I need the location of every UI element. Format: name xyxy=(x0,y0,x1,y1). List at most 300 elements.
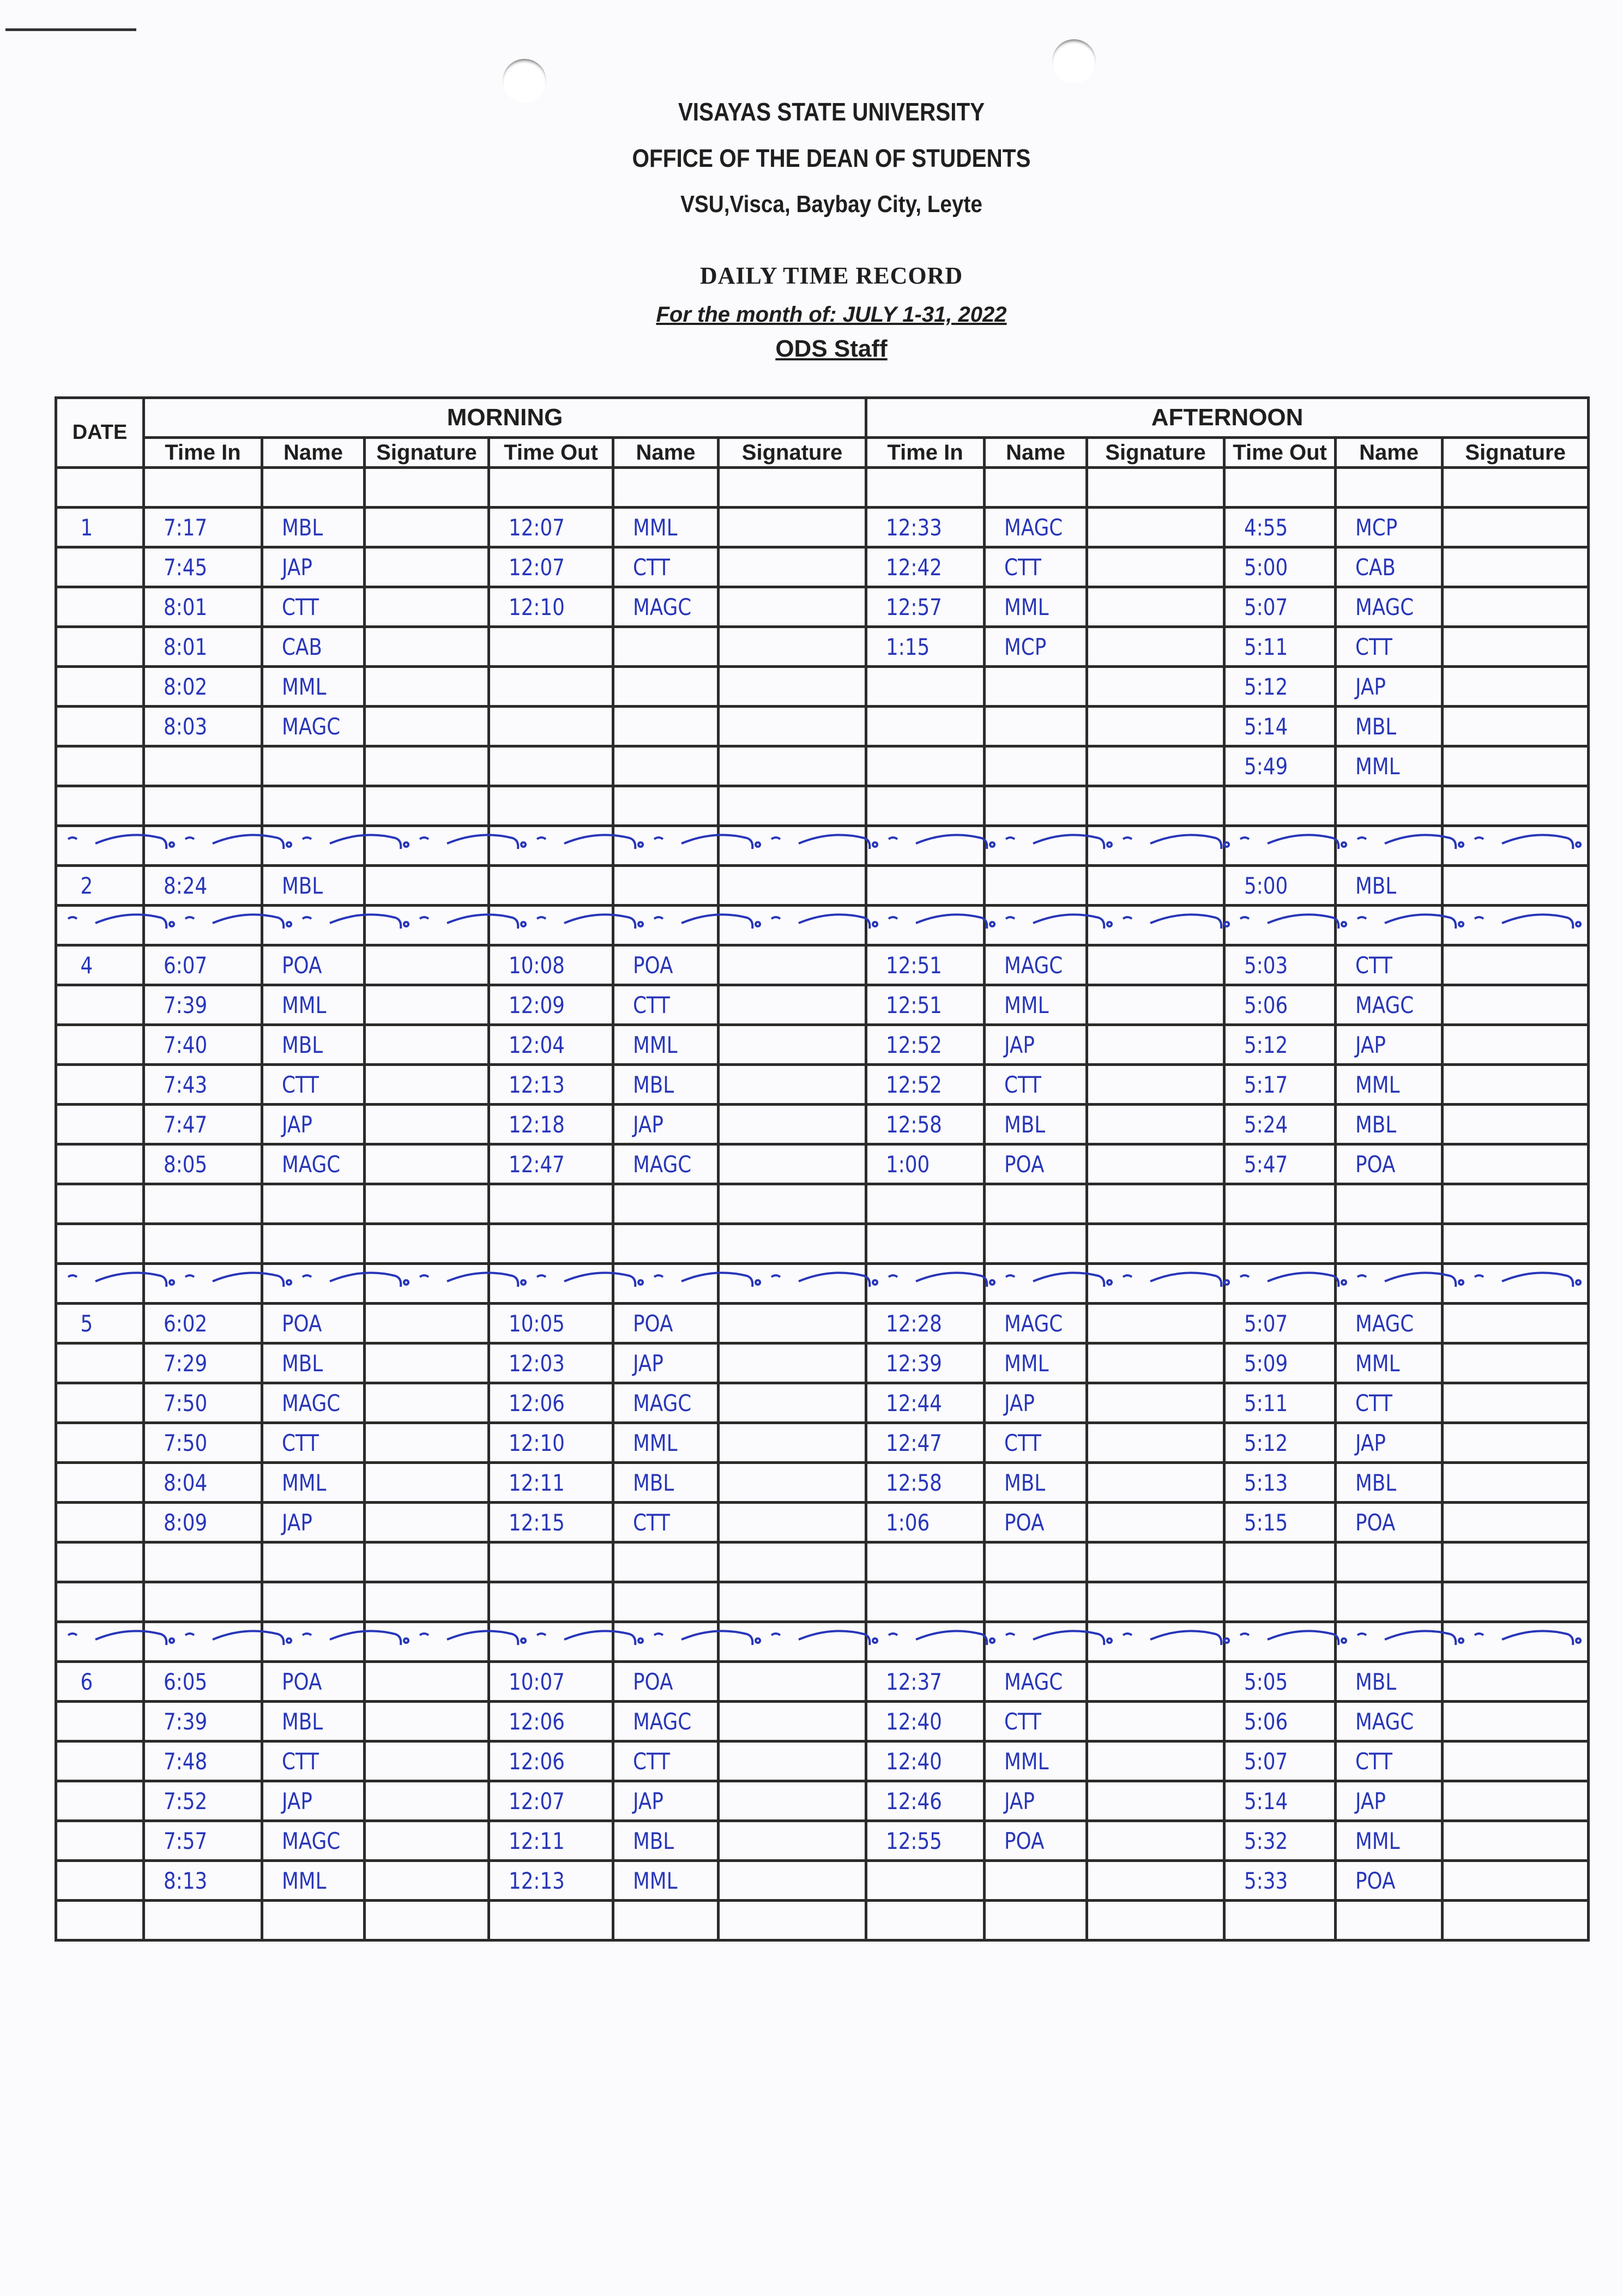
morning-in-name-cell xyxy=(262,1741,365,1781)
afternoon-time-in-cell xyxy=(866,1224,985,1264)
morning-time-out-cell xyxy=(489,587,613,627)
afternoon-time-out-cell xyxy=(1224,587,1336,627)
afternoon-out-name-cell xyxy=(1336,1702,1443,1741)
afternoon-in-name: JAP xyxy=(1004,1787,1035,1815)
morning-time-in: 8:01 xyxy=(164,633,208,660)
afternoon-out-signature-cell xyxy=(1443,1861,1589,1901)
table-row xyxy=(56,945,1589,985)
afternoon-time-in: 12:46 xyxy=(886,1787,942,1815)
afternoon-out-name: CAB xyxy=(1355,553,1396,581)
table-row xyxy=(56,508,1589,547)
afternoon-time-out-cell xyxy=(1224,1144,1336,1184)
afternoon-in-name-cell xyxy=(985,1662,1087,1702)
afternoon-out-name: CTT xyxy=(1355,1747,1392,1775)
afternoon-out-name: MBL xyxy=(1355,1469,1397,1496)
afternoon-time-out-cell xyxy=(1224,1463,1336,1503)
afternoon-in-signature-cell xyxy=(1087,707,1224,746)
afternoon-time-in-cell xyxy=(866,746,985,786)
morning-in-signature-cell xyxy=(365,547,489,587)
morning-time-in: 6:02 xyxy=(164,1310,208,1337)
afternoon-out-signature-cell xyxy=(1443,1463,1589,1503)
morning-time-in-cell xyxy=(144,866,262,906)
morning-out-signature-cell xyxy=(719,1343,866,1383)
morning-out-name-cell xyxy=(613,508,719,547)
morning-time-in-cell xyxy=(144,1781,262,1821)
morning-time-in: 8:09 xyxy=(164,1509,208,1536)
morning-in-signature-cell xyxy=(365,786,489,826)
afternoon-time-out: 5:07 xyxy=(1244,593,1288,620)
date-cell xyxy=(56,1144,144,1184)
morning-time-out-cell xyxy=(489,866,613,906)
morning-out-name-cell xyxy=(613,1224,719,1264)
morning-in-signature-cell xyxy=(365,1542,489,1582)
afternoon-out-name: POA xyxy=(1355,1509,1396,1536)
afternoon-out-name-cell xyxy=(1336,1781,1443,1821)
column-header: Signature xyxy=(719,438,866,468)
afternoon-out-signature-cell xyxy=(1443,786,1589,826)
afternoon-out-signature-cell xyxy=(1443,1662,1589,1702)
column-header: Time In xyxy=(144,438,262,468)
morning-out-name-cell xyxy=(613,1105,719,1144)
afternoon-in-name-cell xyxy=(985,468,1087,508)
afternoon-time-in: 12:40 xyxy=(886,1708,942,1735)
morning-out-name-cell xyxy=(613,1184,719,1224)
afternoon-time-out-cell xyxy=(1224,1741,1336,1781)
afternoon-time-out: 5:12 xyxy=(1244,1429,1288,1456)
afternoon-time-out-cell xyxy=(1224,1861,1336,1901)
afternoon-time-in: 12:28 xyxy=(886,1310,942,1337)
afternoon-in-name: MCP xyxy=(1004,633,1047,660)
morning-in-signature-cell xyxy=(365,1065,489,1105)
date-cell xyxy=(56,786,144,826)
morning-in-name-cell xyxy=(262,1542,365,1582)
afternoon-in-signature-cell xyxy=(1087,746,1224,786)
afternoon-time-out-cell xyxy=(1224,1184,1336,1224)
morning-out-name: POA xyxy=(633,1668,673,1695)
afternoon-in-signature-cell xyxy=(1087,1662,1224,1702)
afternoon-time-in: 12:55 xyxy=(886,1827,942,1854)
morning-out-name: MML xyxy=(633,1031,678,1058)
column-header: Time Out xyxy=(489,438,613,468)
afternoon-in-name-cell xyxy=(985,1423,1087,1463)
date-cell xyxy=(56,1702,144,1741)
morning-time-in-cell xyxy=(144,1503,262,1542)
table-row xyxy=(56,667,1589,707)
column-header: Signature xyxy=(1087,438,1224,468)
morning-in-signature-cell xyxy=(365,1662,489,1702)
afternoon-out-signature-cell xyxy=(1443,746,1589,786)
afternoon-out-signature-cell xyxy=(1443,468,1589,508)
morning-time-out-cell xyxy=(489,985,613,1025)
morning-out-name: MAGC xyxy=(633,1150,692,1178)
afternoon-out-name-cell xyxy=(1336,1224,1443,1264)
afternoon-in-name-cell xyxy=(985,707,1087,746)
morning-in-name: CTT xyxy=(282,1747,319,1775)
afternoon-in-signature-cell xyxy=(1087,1105,1224,1144)
morning-in-name-cell xyxy=(262,1821,365,1861)
afternoon-time-out-cell xyxy=(1224,1383,1336,1423)
morning-time-out: 12:10 xyxy=(509,593,565,620)
afternoon-out-name-cell xyxy=(1336,1343,1443,1383)
morning-out-signature-cell xyxy=(719,1383,866,1423)
morning-time-in-cell xyxy=(144,1463,262,1503)
afternoon-in-name-cell xyxy=(985,1702,1087,1741)
date-cell xyxy=(56,1503,144,1542)
morning-out-signature-cell xyxy=(719,1065,866,1105)
afternoon-time-in-cell xyxy=(866,985,985,1025)
afternoon-in-name-cell xyxy=(985,1065,1087,1105)
morning-in-name-cell xyxy=(262,1662,365,1702)
morning-in-signature-cell xyxy=(365,1144,489,1184)
afternoon-time-in-cell xyxy=(866,1144,985,1184)
afternoon-time-out-cell xyxy=(1224,1781,1336,1821)
afternoon-time-out: 5:05 xyxy=(1244,1668,1288,1695)
table-row xyxy=(56,547,1589,587)
morning-time-out: 10:05 xyxy=(509,1310,565,1337)
afternoon-in-name: MAGC xyxy=(1004,951,1063,979)
morning-time-in-cell xyxy=(144,1423,262,1463)
date-cell xyxy=(56,707,144,746)
morning-time-in-cell xyxy=(144,667,262,707)
morning-out-signature-cell xyxy=(719,508,866,547)
date-header: DATE xyxy=(56,398,144,468)
morning-out-name-cell xyxy=(613,985,719,1025)
morning-in-signature-cell xyxy=(365,587,489,627)
afternoon-out-signature-cell xyxy=(1443,627,1589,667)
morning-time-out: 12:18 xyxy=(509,1111,565,1138)
afternoon-time-out-cell xyxy=(1224,786,1336,826)
morning-out-name-cell xyxy=(613,468,719,508)
morning-time-in-cell xyxy=(144,1184,262,1224)
table-row xyxy=(56,1542,1589,1582)
afternoon-time-in: 12:39 xyxy=(886,1349,942,1377)
morning-out-signature-cell xyxy=(719,866,866,906)
morning-in-name-cell xyxy=(262,707,365,746)
afternoon-time-out-cell xyxy=(1224,746,1336,786)
table-row xyxy=(56,1821,1589,1861)
morning-in-name-cell xyxy=(262,1463,365,1503)
morning-time-in: 7:50 xyxy=(164,1429,208,1456)
afternoon-out-name-cell xyxy=(1336,1144,1443,1184)
afternoon-time-in-cell xyxy=(866,1105,985,1144)
afternoon-out-name-cell xyxy=(1336,786,1443,826)
afternoon-out-name: JAP xyxy=(1355,1787,1386,1815)
date-cell xyxy=(56,1184,144,1224)
afternoon-out-name-cell xyxy=(1336,1105,1443,1144)
date-cell xyxy=(56,627,144,667)
morning-in-signature-cell xyxy=(365,667,489,707)
table-row xyxy=(56,1025,1589,1065)
morning-out-signature-cell xyxy=(719,985,866,1025)
morning-out-signature-cell xyxy=(719,1702,866,1741)
afternoon-time-in: 1:15 xyxy=(886,633,930,660)
morning-time-in: 7:29 xyxy=(164,1349,208,1377)
morning-in-signature-cell xyxy=(365,468,489,508)
afternoon-in-signature-cell xyxy=(1087,1582,1224,1622)
afternoon-out-name: JAP xyxy=(1355,673,1386,700)
afternoon-in-name: CTT xyxy=(1004,1429,1041,1456)
afternoon-in-signature-cell xyxy=(1087,786,1224,826)
morning-in-name: MBL xyxy=(282,1031,323,1058)
table-row xyxy=(56,1383,1589,1423)
morning-time-out: 12:15 xyxy=(509,1509,565,1536)
morning-time-in: 7:39 xyxy=(164,991,208,1019)
column-header: Name xyxy=(1336,438,1443,468)
morning-in-name: MML xyxy=(282,673,327,700)
morning-time-in-cell xyxy=(144,1821,262,1861)
morning-in-signature-cell xyxy=(365,1304,489,1343)
morning-in-name: JAP xyxy=(282,553,312,581)
afternoon-out-signature-cell xyxy=(1443,945,1589,985)
afternoon-in-signature-cell xyxy=(1087,1144,1224,1184)
table-row xyxy=(56,1065,1589,1105)
morning-out-signature-cell xyxy=(719,1423,866,1463)
morning-out-signature-cell xyxy=(719,1503,866,1542)
morning-in-name-cell xyxy=(262,786,365,826)
afternoon-out-signature-cell xyxy=(1443,1781,1589,1821)
afternoon-out-name: MCP xyxy=(1355,514,1398,541)
afternoon-time-out: 5:00 xyxy=(1244,553,1288,581)
date-cell xyxy=(56,1622,144,1662)
afternoon-time-out: 5:13 xyxy=(1244,1469,1288,1496)
cancelled-row xyxy=(56,1622,1589,1662)
afternoon-in-signature-cell xyxy=(1087,1065,1224,1105)
afternoon-out-name-cell xyxy=(1336,468,1443,508)
date-cell xyxy=(56,1463,144,1503)
afternoon-out-signature-cell xyxy=(1443,1741,1589,1781)
afternoon-in-signature-cell xyxy=(1087,1901,1224,1941)
morning-out-name: MML xyxy=(633,514,678,541)
afternoon-time-in-cell xyxy=(866,1662,985,1702)
afternoon-out-name-cell xyxy=(1336,1025,1443,1065)
date-cell xyxy=(56,985,144,1025)
afternoon-time-in-cell xyxy=(866,1423,985,1463)
afternoon-in-name: CTT xyxy=(1004,1071,1041,1098)
morning-time-out-cell xyxy=(489,707,613,746)
morning-in-name: MAGC xyxy=(282,1389,341,1417)
morning-out-signature-cell xyxy=(719,627,866,667)
morning-time-out-cell xyxy=(489,1343,613,1383)
morning-time-out: 12:10 xyxy=(509,1429,565,1456)
afternoon-in-name-cell xyxy=(985,547,1087,587)
morning-in-name: JAP xyxy=(282,1787,312,1815)
afternoon-out-name-cell xyxy=(1336,985,1443,1025)
afternoon-out-name: MAGC xyxy=(1355,991,1414,1019)
afternoon-time-in-cell xyxy=(866,508,985,547)
date-cell xyxy=(56,1304,144,1343)
afternoon-in-signature-cell xyxy=(1087,1343,1224,1383)
morning-time-out-cell xyxy=(489,1741,613,1781)
table-row xyxy=(56,1184,1589,1224)
afternoon-time-in: 12:44 xyxy=(886,1389,942,1417)
date-cell xyxy=(56,1383,144,1423)
group-label: ODS Staff xyxy=(775,335,888,362)
afternoon-time-out-cell xyxy=(1224,1065,1336,1105)
morning-time-out-cell xyxy=(489,945,613,985)
morning-out-name: CTT xyxy=(633,1509,670,1536)
afternoon-in-name: POA xyxy=(1004,1509,1045,1536)
morning-out-signature-cell xyxy=(719,1542,866,1582)
afternoon-in-name: CTT xyxy=(1004,1708,1041,1735)
morning-in-name-cell xyxy=(262,547,365,587)
date-cell xyxy=(56,1423,144,1463)
afternoon-out-name-cell xyxy=(1336,627,1443,667)
afternoon-in-name: JAP xyxy=(1004,1031,1035,1058)
morning-time-out: 12:07 xyxy=(509,514,565,541)
afternoon-in-name-cell xyxy=(985,1542,1087,1582)
morning-time-in: 7:50 xyxy=(164,1389,208,1417)
afternoon-in-name-cell xyxy=(985,746,1087,786)
morning-time-in-cell xyxy=(144,1144,262,1184)
afternoon-in-signature-cell xyxy=(1087,1304,1224,1343)
morning-in-name: CTT xyxy=(282,1071,319,1098)
afternoon-in-signature-cell xyxy=(1087,1702,1224,1741)
afternoon-out-name: MBL xyxy=(1355,713,1397,740)
afternoon-in-name-cell xyxy=(985,1105,1087,1144)
morning-in-signature-cell xyxy=(365,1463,489,1503)
morning-header: MORNING xyxy=(144,398,866,438)
morning-in-signature-cell xyxy=(365,1383,489,1423)
morning-out-name-cell xyxy=(613,1582,719,1622)
afternoon-time-out-cell xyxy=(1224,1821,1336,1861)
afternoon-in-name: MAGC xyxy=(1004,514,1063,541)
afternoon-time-out: 5:14 xyxy=(1244,713,1288,740)
afternoon-time-out-cell xyxy=(1224,1423,1336,1463)
afternoon-time-out: 5:33 xyxy=(1244,1867,1288,1894)
afternoon-in-name-cell xyxy=(985,1503,1087,1542)
afternoon-out-name: POA xyxy=(1355,1867,1396,1894)
afternoon-in-signature-cell xyxy=(1087,1741,1224,1781)
morning-in-signature-cell xyxy=(365,866,489,906)
morning-time-in-cell xyxy=(144,1383,262,1423)
morning-out-signature-cell xyxy=(719,786,866,826)
morning-out-signature-cell xyxy=(719,1025,866,1065)
morning-time-in: 7:48 xyxy=(164,1747,208,1775)
morning-time-in: 8:02 xyxy=(164,673,208,700)
morning-out-name: MBL xyxy=(633,1469,674,1496)
punch-hole xyxy=(1052,39,1096,83)
morning-time-out-cell xyxy=(489,1383,613,1423)
afternoon-time-in: 12:52 xyxy=(886,1071,942,1098)
afternoon-out-signature-cell xyxy=(1443,547,1589,587)
afternoon-time-out-cell xyxy=(1224,1025,1336,1065)
month-label: For the month of: JULY 1-31, 2022 xyxy=(656,303,1007,327)
afternoon-time-in: 12:33 xyxy=(886,514,942,541)
morning-out-name: JAP xyxy=(633,1111,663,1138)
afternoon-time-in-cell xyxy=(866,1343,985,1383)
afternoon-time-in-cell xyxy=(866,1702,985,1741)
morning-in-signature-cell xyxy=(365,985,489,1025)
table-row xyxy=(56,1343,1589,1383)
cancelled-row xyxy=(56,826,1589,866)
table-row xyxy=(56,1662,1589,1702)
afternoon-out-name-cell xyxy=(1336,1861,1443,1901)
afternoon-time-in: 12:52 xyxy=(886,1031,942,1058)
table-row xyxy=(56,707,1589,746)
morning-time-out-cell xyxy=(489,1144,613,1184)
morning-out-name-cell xyxy=(613,1343,719,1383)
afternoon-time-out-cell xyxy=(1224,1582,1336,1622)
date: 2 xyxy=(80,872,93,899)
afternoon-out-name: MML xyxy=(1355,1071,1400,1098)
afternoon-out-name: CTT xyxy=(1355,1389,1392,1417)
morning-out-name-cell xyxy=(613,866,719,906)
morning-in-name-cell xyxy=(262,1105,365,1144)
afternoon-in-name: CTT xyxy=(1004,553,1041,581)
date-cell xyxy=(56,1025,144,1065)
afternoon-in-signature-cell xyxy=(1087,1383,1224,1423)
morning-in-signature-cell xyxy=(365,1343,489,1383)
afternoon-time-in: 1:06 xyxy=(886,1509,930,1536)
afternoon-time-in: 12:47 xyxy=(886,1429,942,1456)
table-row xyxy=(56,1861,1589,1901)
date-cell xyxy=(56,667,144,707)
afternoon-time-out-cell xyxy=(1224,667,1336,707)
afternoon-out-signature-cell xyxy=(1443,1702,1589,1741)
afternoon-in-name-cell xyxy=(985,1741,1087,1781)
date: 4 xyxy=(80,951,93,979)
afternoon-time-in-cell xyxy=(866,866,985,906)
afternoon-time-out: 5:07 xyxy=(1244,1747,1288,1775)
morning-time-in: 8:13 xyxy=(164,1867,208,1894)
afternoon-time-in: 12:57 xyxy=(886,593,942,620)
afternoon-time-in: 12:51 xyxy=(886,991,942,1019)
afternoon-time-in-cell xyxy=(866,1184,985,1224)
morning-in-name: MML xyxy=(282,991,327,1019)
afternoon-out-signature-cell xyxy=(1443,1304,1589,1343)
afternoon-out-name-cell xyxy=(1336,866,1443,906)
afternoon-out-name-cell xyxy=(1336,508,1443,547)
date: 1 xyxy=(80,514,93,541)
afternoon-out-name: MBL xyxy=(1355,872,1397,899)
afternoon-time-out: 5:24 xyxy=(1244,1111,1288,1138)
afternoon-time-in: 12:42 xyxy=(886,553,942,581)
morning-out-signature-cell xyxy=(719,1224,866,1264)
afternoon-time-in: 12:37 xyxy=(886,1668,942,1695)
afternoon-out-signature-cell xyxy=(1443,1224,1589,1264)
office-name: OFFICE OF THE DEAN OF STUDENTS xyxy=(632,144,1031,172)
morning-in-signature-cell xyxy=(365,1423,489,1463)
morning-in-name: CTT xyxy=(282,593,319,620)
morning-in-name: MML xyxy=(282,1867,327,1894)
afternoon-out-signature-cell xyxy=(1443,1901,1589,1941)
morning-time-out-cell xyxy=(489,468,613,508)
afternoon-time-out: 5:49 xyxy=(1244,752,1288,780)
afternoon-out-signature-cell xyxy=(1443,866,1589,906)
morning-in-name-cell xyxy=(262,1224,365,1264)
date-cell xyxy=(56,1264,144,1304)
date: 5 xyxy=(80,1310,93,1337)
afternoon-time-out-cell xyxy=(1224,866,1336,906)
morning-in-name-cell xyxy=(262,1503,365,1542)
afternoon-out-signature-cell xyxy=(1443,1343,1589,1383)
afternoon-out-name-cell xyxy=(1336,1383,1443,1423)
morning-in-name: MAGC xyxy=(282,1827,341,1854)
table-row xyxy=(56,1304,1589,1343)
morning-time-out-cell xyxy=(489,1224,613,1264)
morning-out-name-cell xyxy=(613,1542,719,1582)
morning-in-name: MAGC xyxy=(282,1150,341,1178)
column-header: Name xyxy=(613,438,719,468)
afternoon-time-out: 5:09 xyxy=(1244,1349,1288,1377)
afternoon-time-out: 5:07 xyxy=(1244,1310,1288,1337)
morning-out-name: JAP xyxy=(633,1787,663,1815)
afternoon-in-signature-cell xyxy=(1087,1781,1224,1821)
afternoon-in-name-cell xyxy=(985,1821,1087,1861)
morning-time-in-cell xyxy=(144,1224,262,1264)
morning-in-signature-cell xyxy=(365,1901,489,1941)
morning-time-out: 12:03 xyxy=(509,1349,565,1377)
